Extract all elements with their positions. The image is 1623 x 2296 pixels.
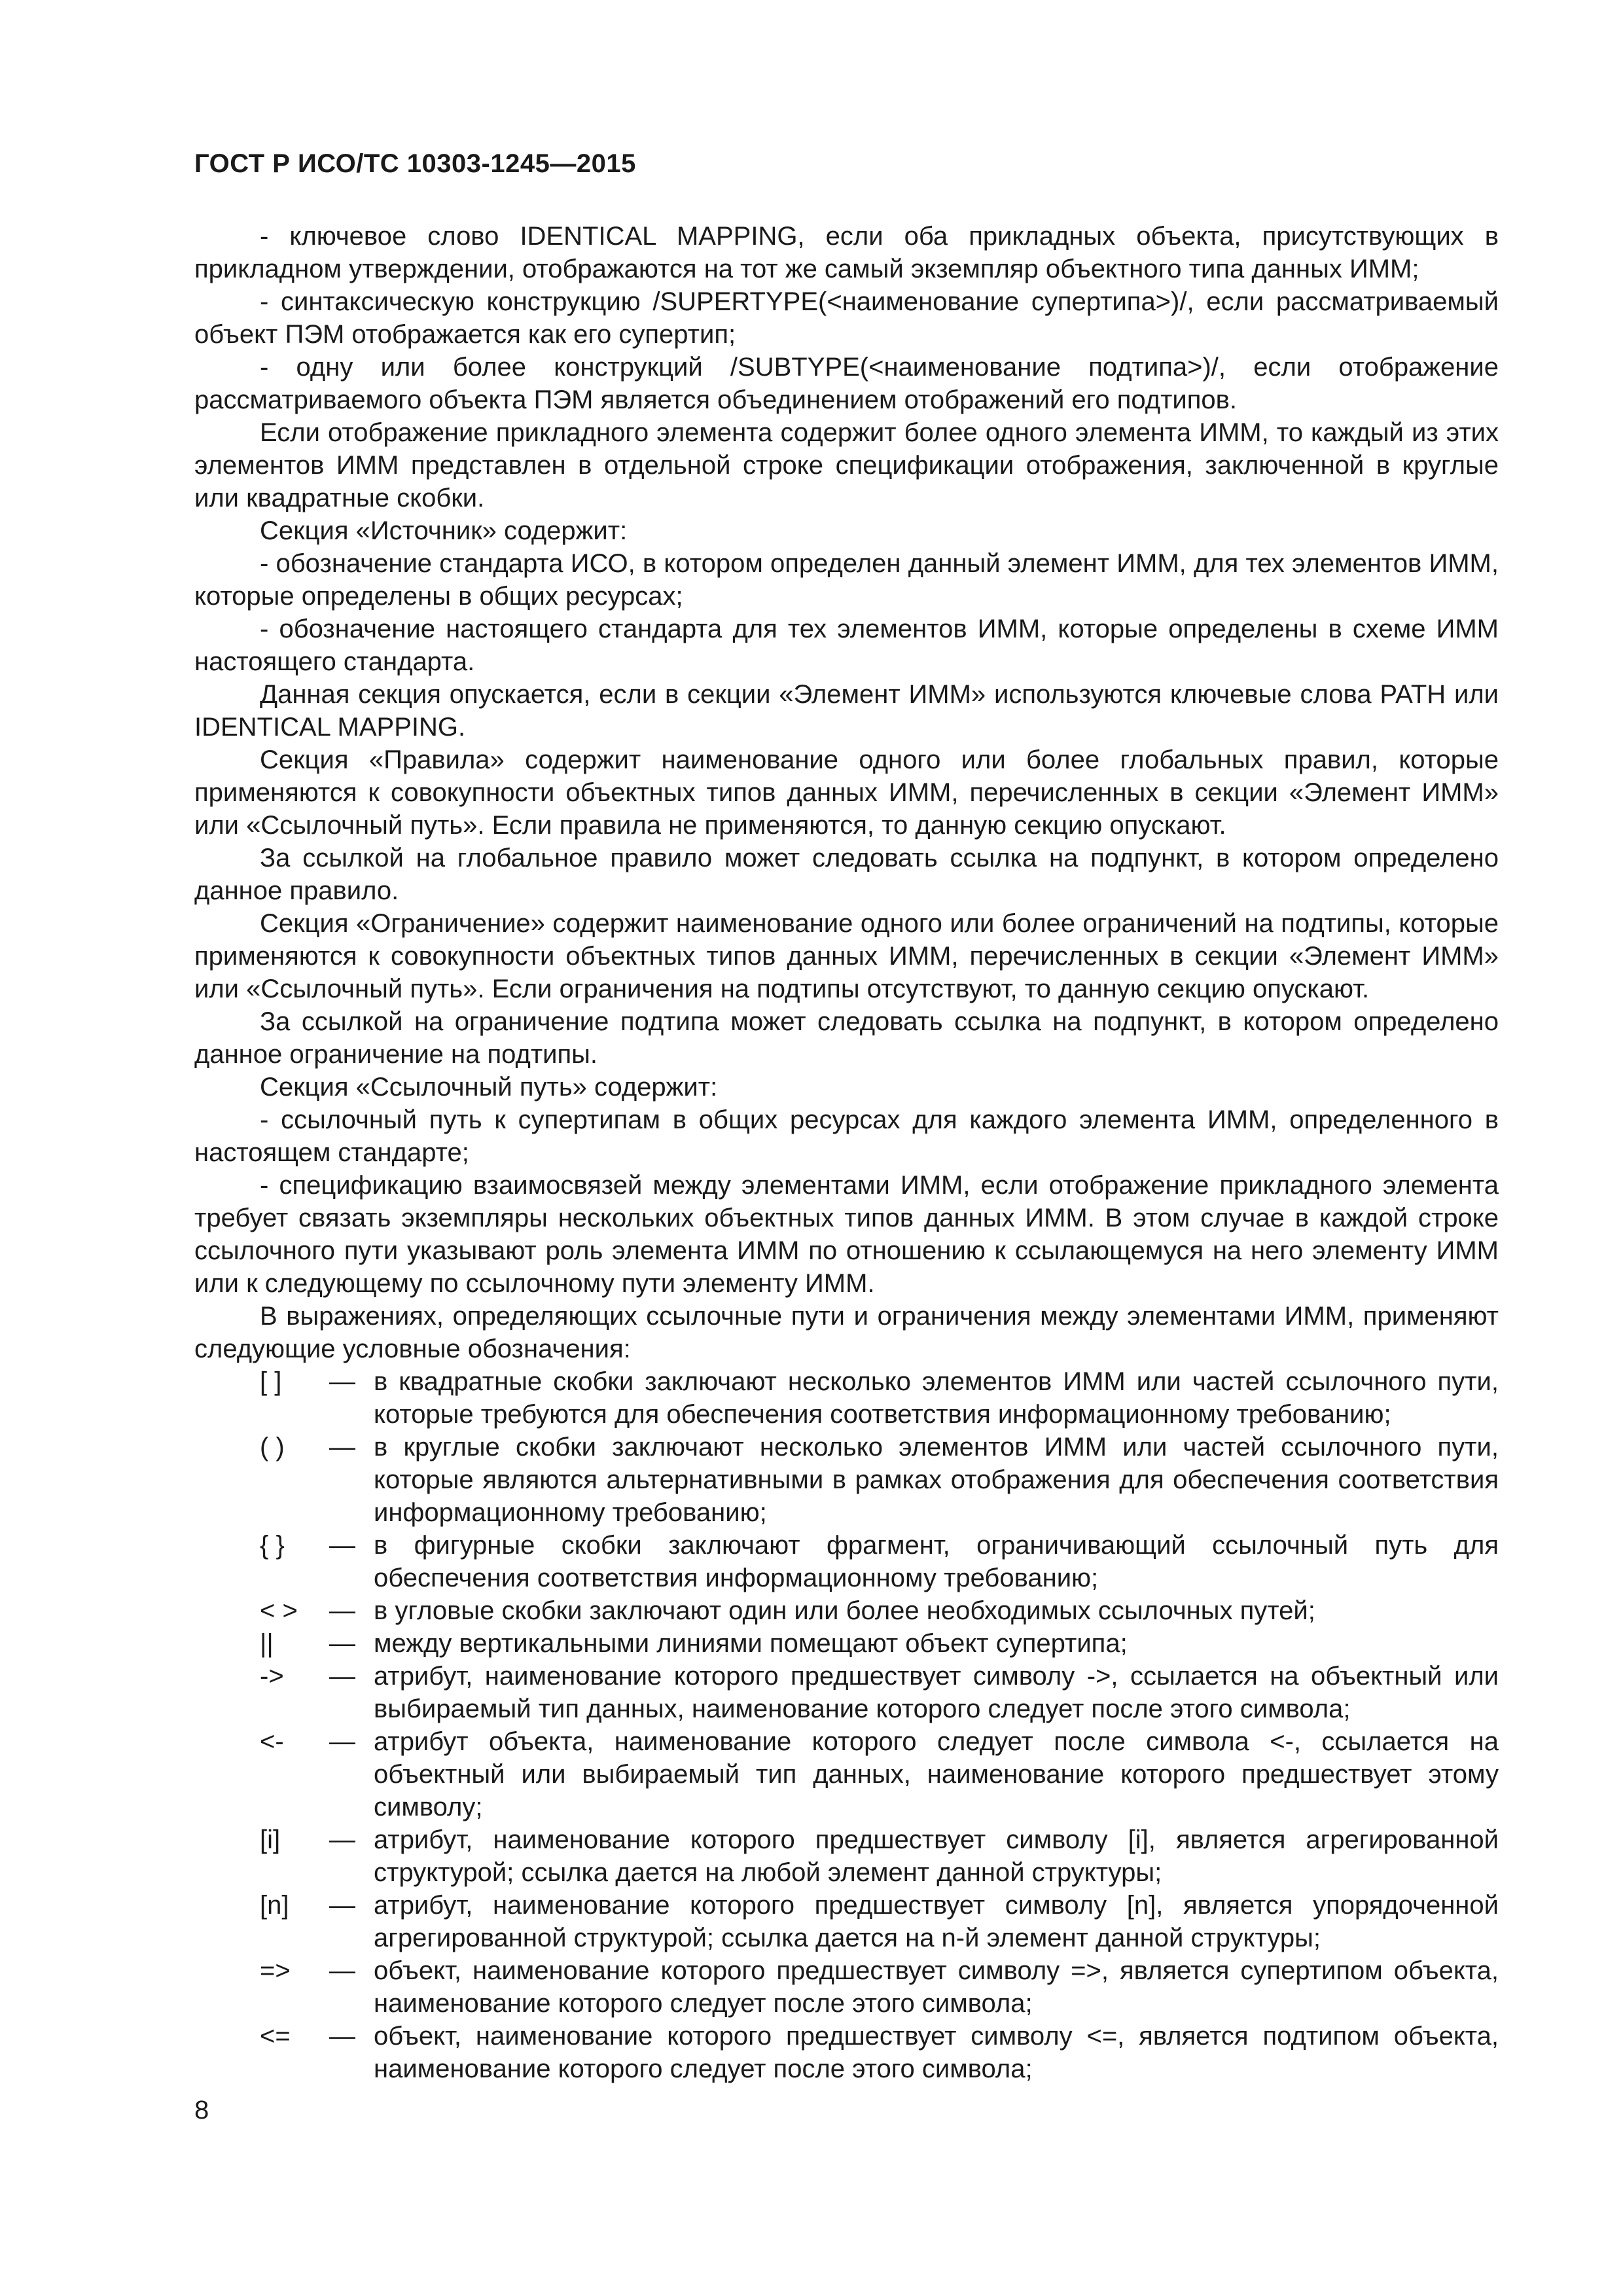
notation-item — [194, 1954, 1499, 2020]
notation-description: объект, наименование которого предшествует символу <=, является подтипом объекта, наименование которого следует после этого символа; — [374, 2022, 1499, 2083]
notation-symbol: ( ) — [260, 1433, 285, 1462]
paragraph: Секция «Правила» содержит наименование одного или более глобальных правил, которые применяются к совокупности объектных типов данных ИММ, перечисленных в секции «Элемент ИММ» или «Ссылочный путь». Если правила не применяются, то данную секцию опускают. — [194, 745, 1499, 840]
notation-dash: — — [329, 1531, 355, 1560]
notation-symbol: [i] — [260, 1825, 281, 1854]
notation-description: атрибут, наименование которого предшествует символу ->, ссылается на объектный или выбираемый тип данных, наименование которого следует после этого символа; — [374, 1662, 1499, 1723]
document-body — [194, 220, 1499, 2085]
notation-description: атрибут объекта, наименование которого следует после символа <-, ссылается на объектный или выбираемый тип данных, наименование которого предшествует этому символу; — [374, 1727, 1499, 1821]
notation-symbol: { } — [260, 1531, 285, 1560]
notation-description: между вертикальными линиями помещают объект супертипа; — [374, 1629, 1128, 1658]
notation-description: атрибут, наименование которого предшествует символу [i], является агрегированной структурой; ссылка дается на любой элемент данной структуры; — [374, 1825, 1499, 1887]
notation-symbol: <= — [260, 2022, 291, 2051]
notation-symbol: || — [260, 1629, 274, 1658]
notation-dash: — — [329, 2022, 355, 2051]
paragraph: - обозначение настоящего стандарта для тех элементов ИММ, которые определены в схеме ИММ настоящего стандарта. — [194, 615, 1499, 676]
notation-item — [194, 1627, 1499, 1660]
paragraph: - спецификацию взаимосвязей между элементами ИММ, если отображение прикладного элемента требует связать экземпляры нескольких объектных типов данных ИММ. В этом случае в каждой строке ссылочного пути указывают роль элемента ИММ по отношению к ссылающемуся на него элементу ИММ или к следующему по ссылочному пути элементу ИММ. — [194, 1171, 1499, 1298]
paragraph: Секция «Ограничение» содержит наименование одного или более ограничений на подтипы, которые применяются к совокупности объектных типов данных ИММ, перечисленных в секции «Элемент ИММ» или «Ссылочный путь». Если ограничения на подтипы отсутствуют, то данную секцию опускают. — [194, 909, 1499, 1003]
notation-item — [194, 1594, 1499, 1627]
notation-description: атрибут, наименование которого предшествует символу [n], является упорядоченной агрегированной структурой; ссылка дается на n-й элемент данной структуры; — [374, 1891, 1499, 1952]
notation-description: в фигурные скобки заключают фрагмент, ограничивающий ссылочный путь для обеспечения соответствия информационному требованию; — [374, 1531, 1499, 1592]
notation-item — [194, 1529, 1499, 1594]
notation-item — [194, 1823, 1499, 1889]
notation-dash: — — [329, 1433, 355, 1462]
notation-description: в круглые скобки заключают несколько элементов ИММ или частей ссылочного пути, которые являются альтернативными в рамках отображения для обеспечения соответствия информационному требованию; — [374, 1433, 1499, 1527]
document-header: ГОСТ Р ИСО/ТС 10303-1245—2015 — [194, 149, 636, 178]
paragraph: - ключевое слово IDENTICAL MAPPING, если оба прикладных объекта, присутствующих в прикладном утверждении, отображаются на тот же самый экземпляр объектного типа данных ИММ; — [194, 222, 1499, 283]
notation-symbol: -> — [260, 1662, 284, 1691]
notation-description: в угловые скобки заключают один или более необходимых ссылочных путей; — [374, 1596, 1315, 1625]
notation-dash: — — [329, 1662, 355, 1691]
notation-dash: — — [329, 1956, 355, 1985]
notation-dash: — — [329, 1367, 355, 1396]
paragraph: За ссылкой на глобальное правило может следовать ссылка на подпункт, в котором определено данное правило. — [194, 844, 1499, 905]
notation-item — [194, 1431, 1499, 1529]
paragraph: Секция «Ссылочный путь» содержит: — [260, 1073, 718, 1102]
paragraph: - обозначение стандарта ИСО, в котором определен данный элемент ИММ, для тех элементов ИММ, которые определены в общих ресурсах; — [194, 549, 1499, 611]
notation-symbol: [n] — [260, 1891, 289, 1920]
notation-list — [194, 1365, 1499, 2085]
notation-symbol: <- — [260, 1727, 284, 1756]
paragraph: Данная секция опускается, если в секции «Элемент ИММ» используются ключевые слова PATH или IDENTICAL MAPPING. — [194, 680, 1499, 742]
paragraph: В выражениях, определяющих ссылочные пути и ограничения между элементами ИММ, применяют следующие условные обозначения: — [194, 1302, 1499, 1363]
notation-symbol: => — [260, 1956, 291, 1985]
notation-dash: — — [329, 1596, 355, 1625]
notation-dash: — — [329, 1891, 355, 1920]
paragraph: - синтаксическую конструкцию /SUPERTYPE(<наименование супертипа>)/, если рассматриваемый объект ПЭМ отображается как его супертип; — [194, 287, 1499, 349]
notation-description: объект, наименование которого предшествует символу =>, является супертипом объекта, наименование которого следует после этого символа; — [374, 1956, 1499, 2018]
notation-item — [194, 1889, 1499, 1954]
notation-dash: — — [329, 1825, 355, 1854]
paragraph: За ссылкой на ограничение подтипа может следовать ссылка на подпункт, в котором определено данное ограничение на подтипы. — [194, 1007, 1499, 1069]
notation-dash: — — [329, 1727, 355, 1756]
paragraph: Если отображение прикладного элемента содержит более одного элемента ИММ, то каждый из этих элементов ИММ представлен в отдельной строке спецификации отображения, заключенной в круглые или квадратные скобки. — [194, 418, 1499, 512]
notation-description: в квадратные скобки заключают несколько элементов ИММ или частей ссылочного пути, которые требуются для обеспечения соответствия информационному требованию; — [374, 1367, 1499, 1429]
notation-item — [194, 1365, 1499, 1431]
paragraph: - ссылочный путь к супертипам в общих ресурсах для каждого элемента ИММ, определенного в настоящем стандарте; — [194, 1105, 1499, 1167]
notation-symbol: [ ] — [260, 1367, 282, 1396]
paragraph: - одну или более конструкций /SUBTYPE(<наименование подтипа>)/, если отображение рассматриваемого объекта ПЭМ является объединением отображений его подтипов. — [194, 353, 1499, 414]
paragraph: Секция «Источник» содержит: — [260, 516, 628, 545]
notation-item — [194, 1660, 1499, 1725]
notation-dash: — — [329, 1629, 355, 1658]
notation-symbol: < > — [260, 1596, 298, 1625]
notation-item — [194, 1725, 1499, 1823]
notation-item — [194, 2020, 1499, 2085]
page-number: 8 — [194, 2096, 209, 2125]
